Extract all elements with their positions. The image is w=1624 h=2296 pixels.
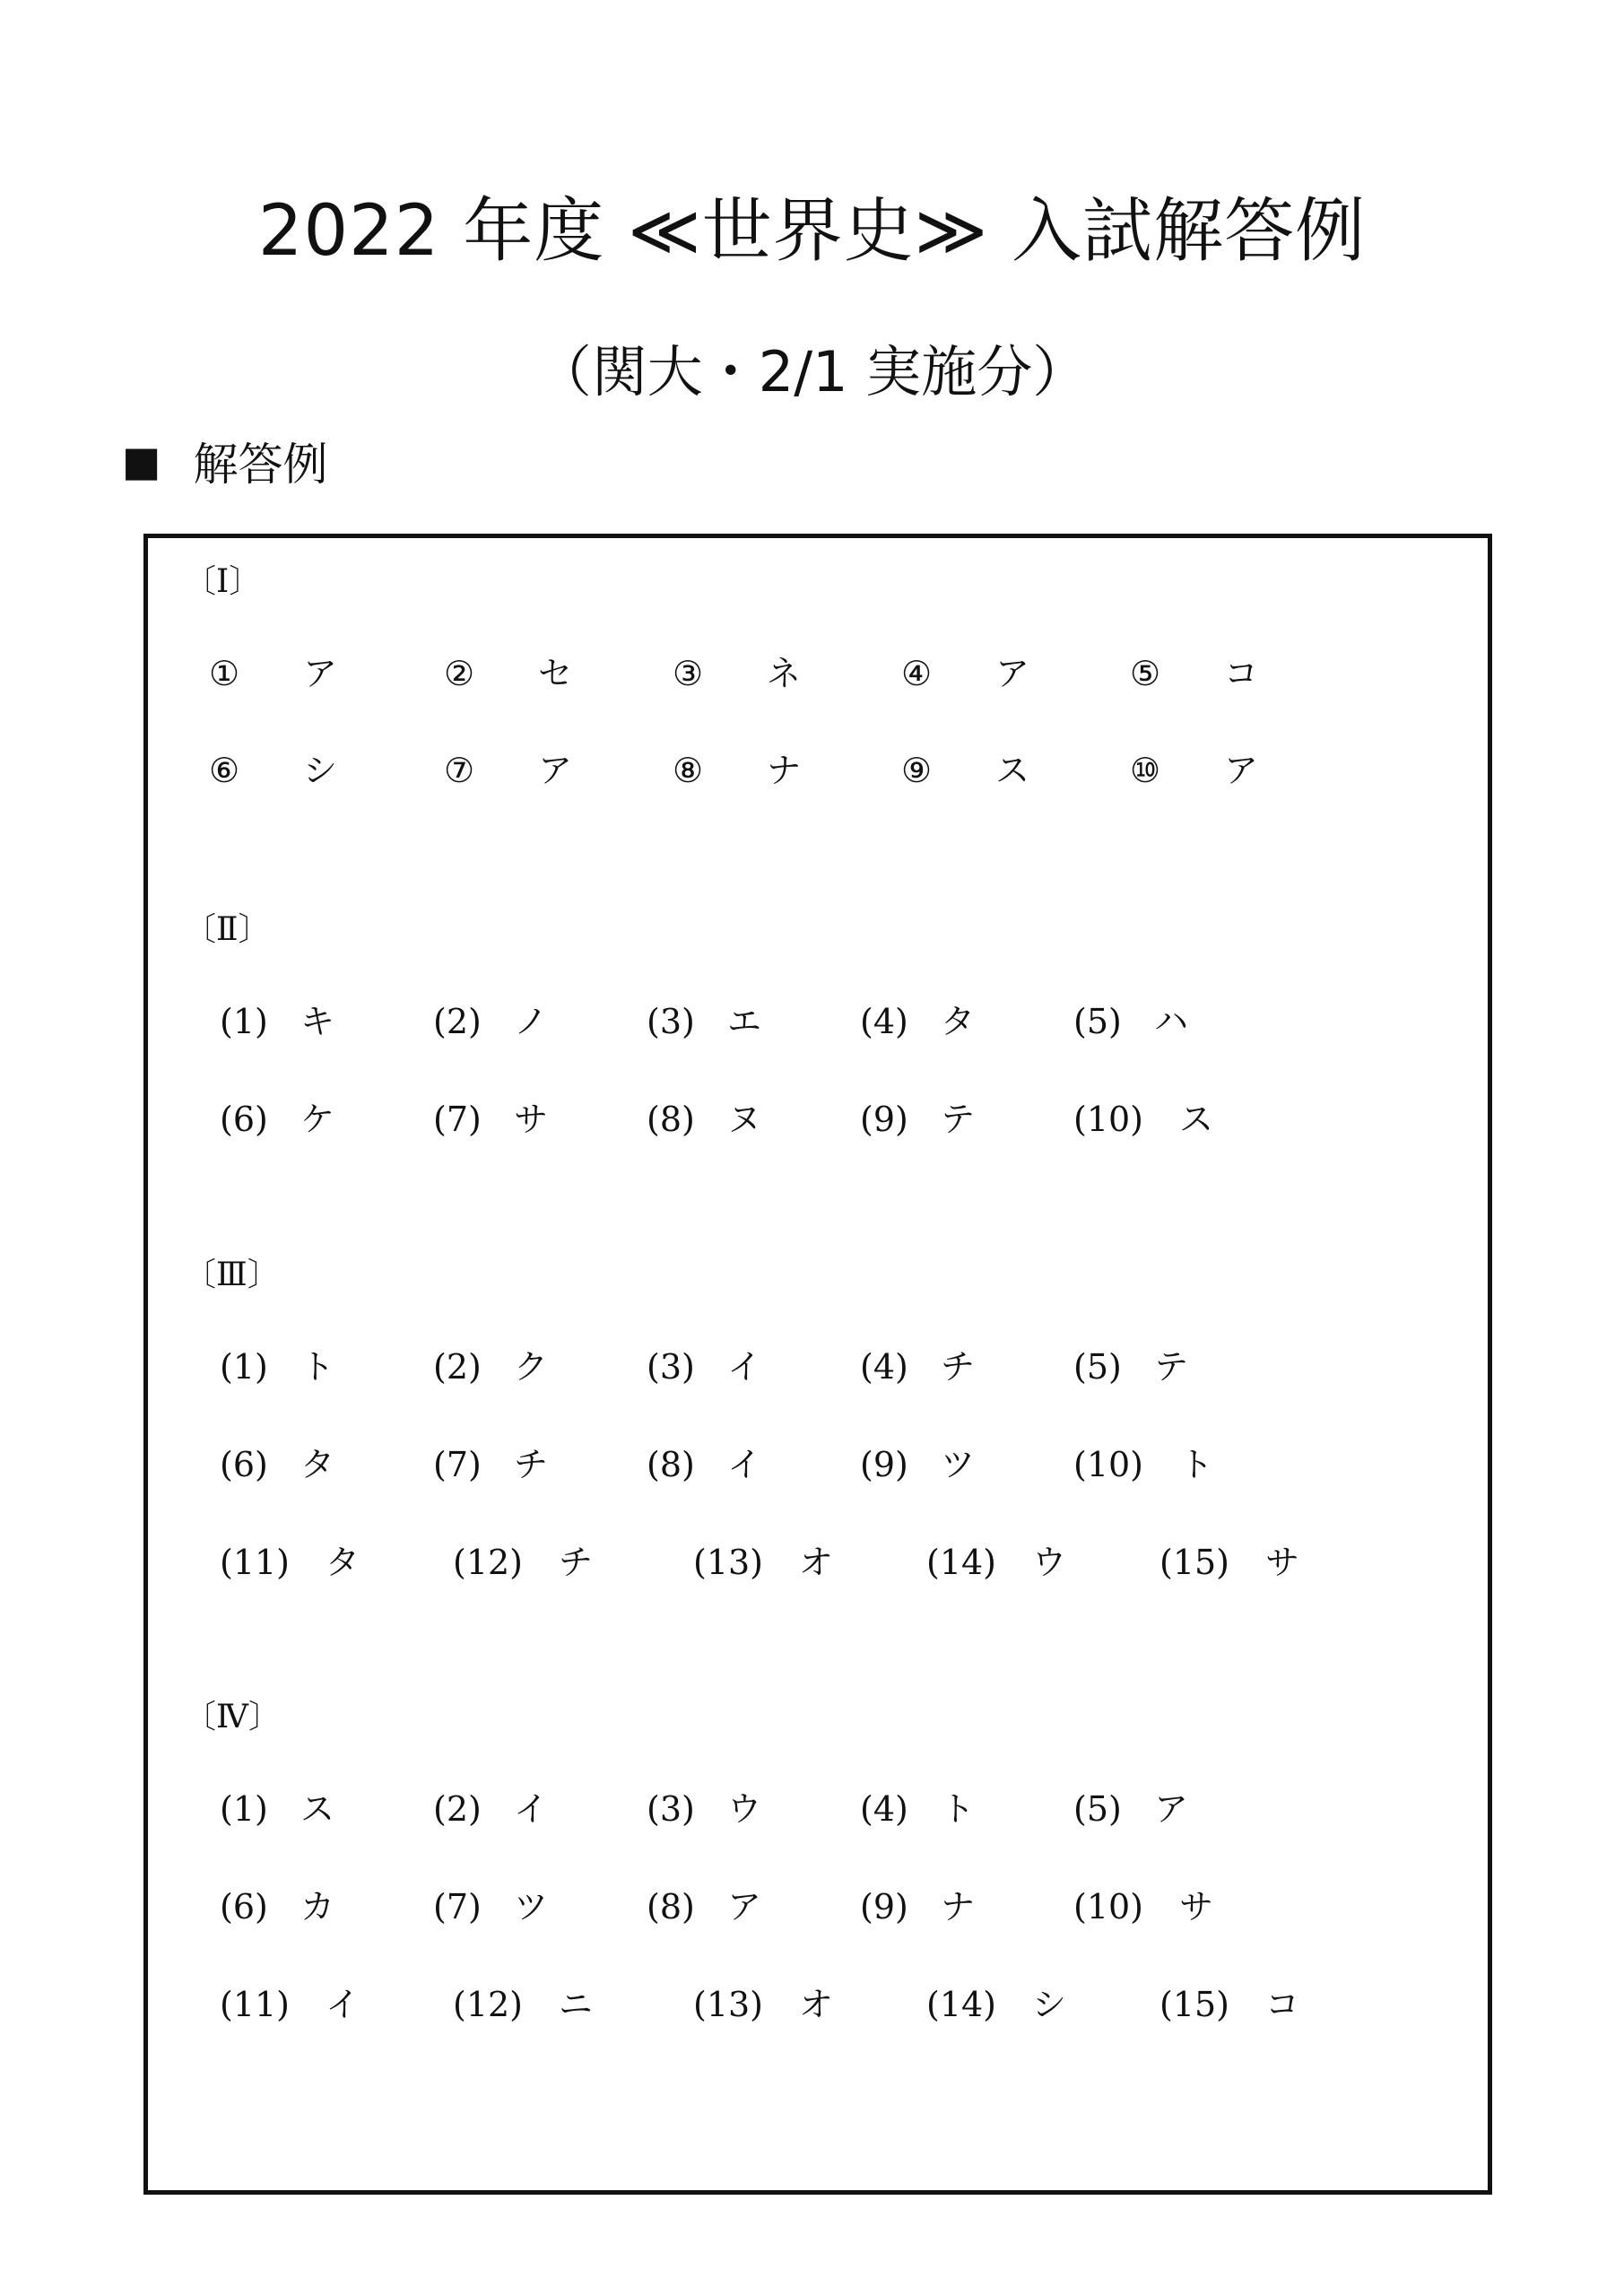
answer-value: ク <box>514 1347 549 1387</box>
answer-item <box>647 1879 761 1928</box>
answer-number: (1) <box>220 1789 268 1829</box>
answer-number: (3) <box>647 1002 695 1041</box>
answer-item <box>860 994 975 1043</box>
answer-item <box>1073 1437 1213 1486</box>
answer-value: タ <box>300 1445 335 1484</box>
answer-number: (2) <box>433 1789 482 1829</box>
answer-item <box>444 646 572 695</box>
answer-item <box>220 1535 360 1584</box>
answer-item <box>693 1535 833 1584</box>
answer-number: (13) <box>693 1543 764 1582</box>
answer-value: テ <box>941 1100 976 1139</box>
answer-value: テ <box>1154 1347 1189 1387</box>
answer-number: (4) <box>860 1347 908 1387</box>
answer-value: ア <box>538 751 573 790</box>
answer-item <box>433 1091 548 1141</box>
answer-value: ナ <box>941 1887 976 1926</box>
answer-number: (10) <box>1073 1887 1144 1926</box>
answer-number: (9) <box>860 1100 908 1139</box>
answer-value: タ <box>941 1002 976 1041</box>
section-label: 〔Ⅳ〕 <box>184 1699 281 1735</box>
answer-number: (6) <box>220 1100 268 1139</box>
answer-value: ス <box>1179 1100 1214 1139</box>
answer-item <box>860 1091 975 1141</box>
answer-value: ノ <box>514 1002 549 1041</box>
answer-item <box>860 1339 975 1388</box>
section-heading-label: 解答例 <box>193 439 328 491</box>
answer-item <box>1130 743 1258 792</box>
answer-number: (2) <box>433 1347 482 1387</box>
answer-item <box>453 1535 593 1584</box>
answer-value: オ <box>799 1543 834 1582</box>
answer-number: (6) <box>220 1445 268 1484</box>
section-label: 〔Ⅰ〕 <box>184 563 262 600</box>
answer-number: (5) <box>1073 1789 1122 1829</box>
answer-value: イ <box>326 1985 360 2024</box>
answer-number: ① <box>209 654 240 693</box>
answer-value: ア <box>303 654 338 693</box>
answer-value: ツ <box>941 1445 976 1484</box>
answer-value: ト <box>1179 1445 1214 1484</box>
answer-item <box>1073 1339 1188 1388</box>
answer-value: チ <box>941 1347 976 1387</box>
answer-item <box>1159 1977 1299 2026</box>
answer-number: (8) <box>647 1100 695 1139</box>
answer-number: (6) <box>220 1887 268 1926</box>
answer-item <box>220 1781 334 1831</box>
answer-item <box>209 646 337 695</box>
answer-item <box>693 1977 833 2026</box>
answer-value: イ <box>727 1445 762 1484</box>
answer-number: (15) <box>1159 1543 1230 1582</box>
answer-item <box>673 743 801 792</box>
answer-item <box>647 1781 761 1831</box>
section-label: 〔Ⅱ〕 <box>184 911 271 948</box>
answer-number: (3) <box>647 1347 695 1387</box>
answer-value: ヌ <box>727 1100 762 1139</box>
answer-item <box>901 743 1029 792</box>
answer-item <box>1073 994 1188 1043</box>
answer-value: ス <box>995 751 1030 790</box>
answer-box <box>143 534 1492 2195</box>
answer-item <box>647 1091 761 1141</box>
answer-value: エ <box>727 1002 762 1041</box>
answer-number: ⑤ <box>1130 654 1161 693</box>
answer-number: (15) <box>1159 1985 1230 2024</box>
answer-number: (8) <box>647 1445 695 1484</box>
answer-value: ニ <box>559 1985 594 2024</box>
page-title: 2022 年度 ≪世界史≫ 入試解答例 <box>257 191 1367 272</box>
answer-number: (14) <box>926 1985 997 2024</box>
answer-item <box>647 1339 761 1388</box>
answer-value: イ <box>514 1789 549 1829</box>
answer-value: キ <box>300 1002 335 1041</box>
answer-number: ② <box>444 654 475 693</box>
answer-item <box>647 1437 761 1486</box>
square-bullet-icon: ■ <box>122 437 161 485</box>
answer-value: チ <box>559 1543 594 1582</box>
answer-number: (5) <box>1073 1002 1122 1041</box>
answer-value: ア <box>995 654 1030 693</box>
answer-item <box>220 1091 334 1141</box>
answer-item <box>220 1339 334 1388</box>
answer-number: (7) <box>433 1445 482 1484</box>
answer-item <box>209 743 337 792</box>
answer-item <box>220 994 334 1043</box>
answer-number: (12) <box>453 1543 524 1582</box>
answer-item <box>1073 1091 1213 1141</box>
answer-item <box>220 1437 334 1486</box>
answer-item <box>647 994 761 1043</box>
answer-number: ⑩ <box>1130 751 1161 790</box>
answer-number: (10) <box>1073 1445 1144 1484</box>
answer-value: コ <box>1265 1985 1300 2024</box>
answer-value: ハ <box>1154 1002 1189 1041</box>
answer-value: ウ <box>1032 1543 1067 1582</box>
answer-number: (10) <box>1073 1100 1144 1139</box>
answer-value: セ <box>538 654 573 693</box>
answer-value: イ <box>727 1347 762 1387</box>
answer-number: (4) <box>860 1002 908 1041</box>
answer-value: カ <box>300 1887 335 1926</box>
answer-value: ウ <box>727 1789 762 1829</box>
answer-number: (5) <box>1073 1347 1122 1387</box>
answer-value: ケ <box>300 1100 335 1139</box>
answer-item <box>220 1977 360 2026</box>
answer-number: (4) <box>860 1789 908 1829</box>
answer-number: (1) <box>220 1347 268 1387</box>
answer-number: ④ <box>901 654 933 693</box>
answer-item <box>453 1977 593 2026</box>
answer-item <box>433 1437 548 1486</box>
answer-value: サ <box>1265 1543 1300 1582</box>
answer-number: ③ <box>673 654 704 693</box>
answer-value: タ <box>326 1543 360 1582</box>
answer-value: ト <box>300 1347 335 1387</box>
answer-value: サ <box>514 1100 549 1139</box>
answer-value: オ <box>799 1985 834 2024</box>
answer-value: サ <box>1179 1887 1214 1926</box>
answer-item <box>444 743 572 792</box>
answer-value: ア <box>727 1887 762 1926</box>
answer-item <box>1130 646 1258 695</box>
answer-number: (2) <box>433 1002 482 1041</box>
answer-item <box>1073 1879 1213 1928</box>
answer-number: (9) <box>860 1887 908 1926</box>
answer-number: (7) <box>433 1100 482 1139</box>
answer-value: シ <box>1032 1985 1067 2024</box>
answer-value: シ <box>303 751 338 790</box>
answer-item <box>926 1977 1066 2026</box>
answer-number: ⑦ <box>444 751 475 790</box>
answer-item <box>1159 1535 1299 1584</box>
answer-value: チ <box>514 1445 549 1484</box>
answer-value: ア <box>1224 751 1259 790</box>
answer-item <box>220 1879 334 1928</box>
answer-number: (7) <box>433 1887 482 1926</box>
answer-number: ⑨ <box>901 751 933 790</box>
section-label: 〔Ⅲ〕 <box>184 1257 280 1293</box>
answer-number: (3) <box>647 1789 695 1829</box>
answer-value: ア <box>1154 1789 1189 1829</box>
answer-value: ト <box>941 1789 976 1829</box>
answer-item <box>1073 1781 1188 1831</box>
answer-number: (11) <box>220 1985 291 2024</box>
answer-item <box>901 646 1029 695</box>
page-subtitle: （関大・2/1 実施分） <box>535 339 1089 404</box>
answer-item <box>433 1879 548 1928</box>
answer-value: ネ <box>767 654 802 693</box>
answer-number: (12) <box>453 1985 524 2024</box>
answer-value: ナ <box>767 751 802 790</box>
answer-number: ⑥ <box>209 751 240 790</box>
answer-item <box>926 1535 1066 1584</box>
answer-value: コ <box>1224 654 1259 693</box>
answer-number: (14) <box>926 1543 997 1582</box>
answer-number: (1) <box>220 1002 268 1041</box>
answer-item <box>433 1781 548 1831</box>
answer-number: (11) <box>220 1543 291 1582</box>
answer-item <box>433 1339 548 1388</box>
answer-item <box>860 1879 975 1928</box>
answer-value: ス <box>300 1789 335 1829</box>
answer-number: ⑧ <box>673 751 704 790</box>
answer-item <box>860 1437 975 1486</box>
section-heading <box>122 429 327 493</box>
answer-number: (8) <box>647 1887 695 1926</box>
answer-item <box>673 646 801 695</box>
answer-number: (9) <box>860 1445 908 1484</box>
answer-item <box>860 1781 975 1831</box>
answer-number: (13) <box>693 1985 764 2024</box>
answer-item <box>433 994 548 1043</box>
answer-value: ツ <box>514 1887 549 1926</box>
